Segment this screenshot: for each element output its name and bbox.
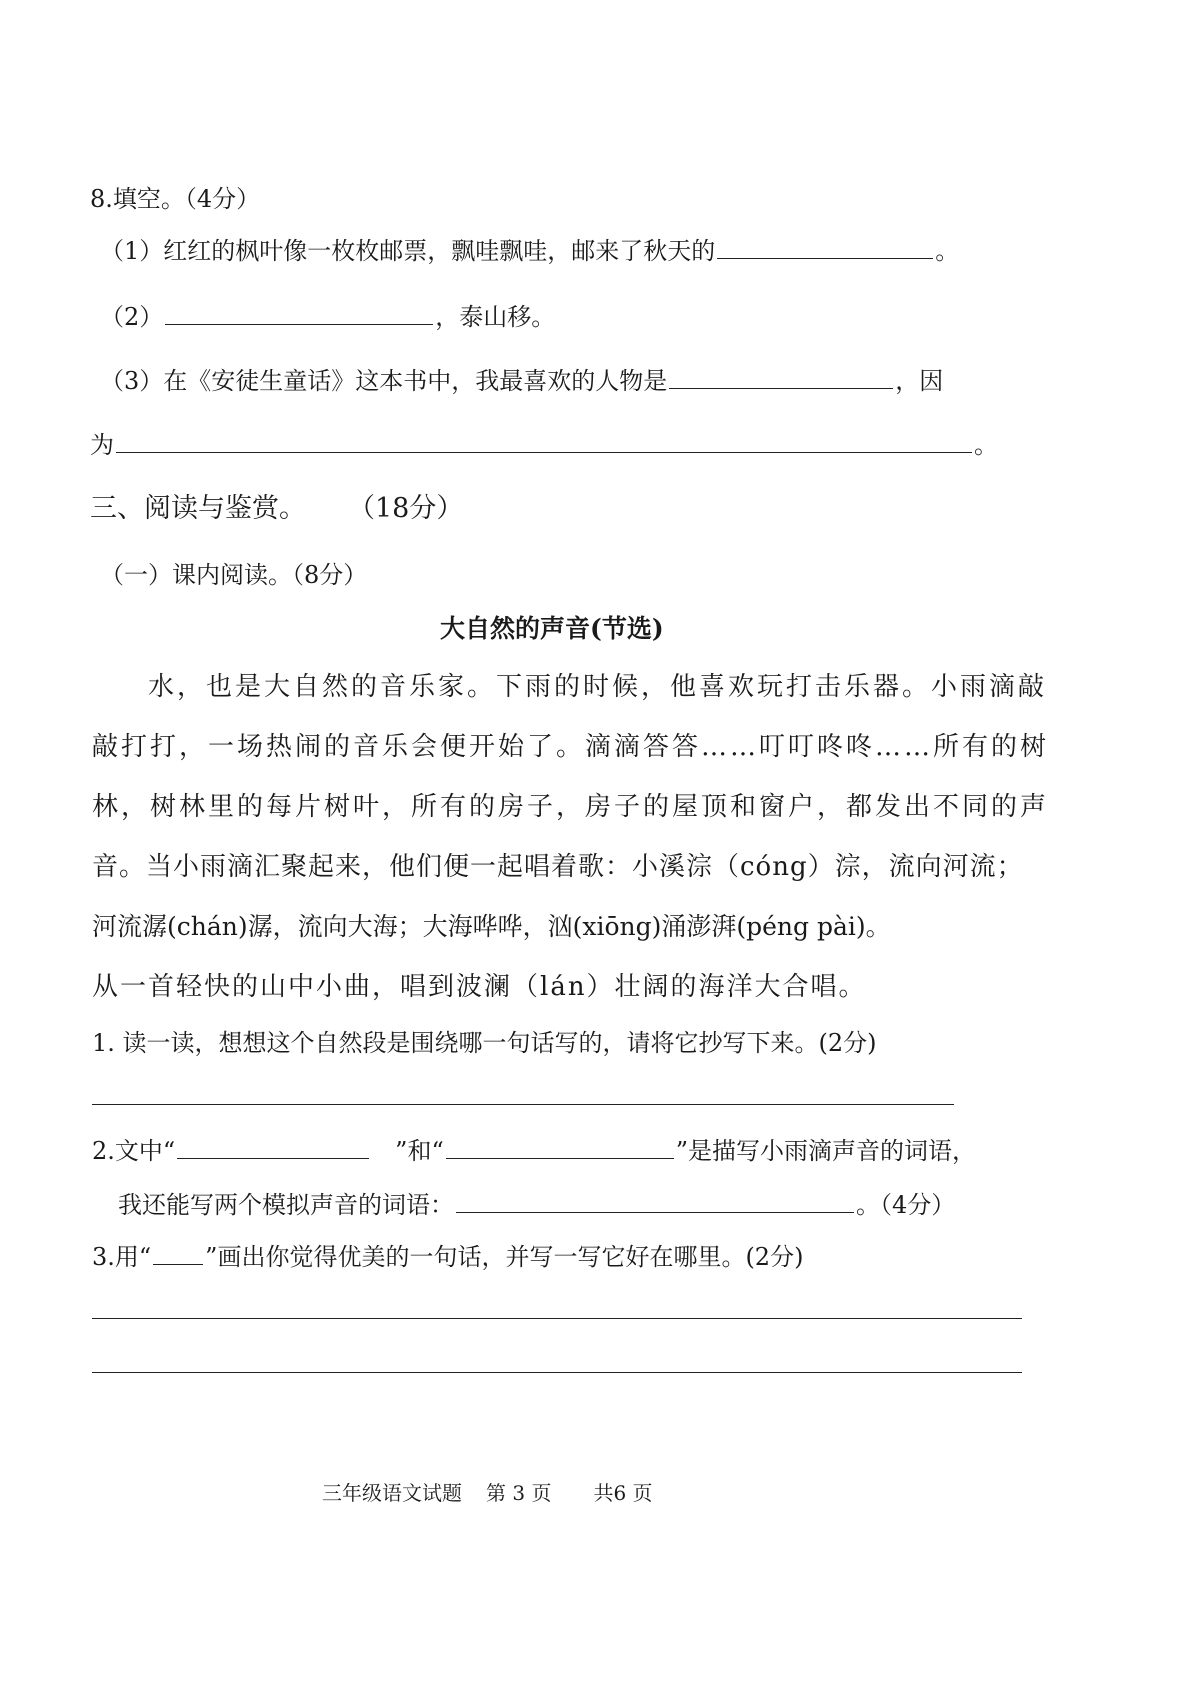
q8-item1-text: （1）红红的枫叶像一枚枚邮票，飘哇飘哇，邮来了秋天的 bbox=[100, 237, 716, 265]
q8-item3-cont bbox=[90, 428, 998, 462]
footer-page-number: 第 3 页 bbox=[486, 1481, 552, 1505]
q8-item2-blank[interactable] bbox=[165, 300, 433, 325]
footer-total-pages: 共6 页 bbox=[593, 1481, 653, 1505]
question-2-line2 bbox=[118, 1188, 955, 1222]
q8-header-text: 8.填空。（4分） bbox=[90, 185, 261, 213]
q8-item1 bbox=[100, 234, 959, 268]
question-1-text: 1. 读一读，想想这个自然段是围绕哪一句话写的，请将它抄写下来。(2分) bbox=[92, 1029, 877, 1057]
q8-header bbox=[90, 182, 260, 216]
question-2-blank-b[interactable] bbox=[446, 1134, 674, 1159]
part1-heading bbox=[100, 558, 367, 592]
q8-item2 bbox=[100, 300, 555, 334]
page-footer bbox=[322, 1476, 653, 1510]
passage-line-text: 音。当小雨滴汇聚起来，他们便一起唱着歌：小溪淙（cóng）淙，流向河流； bbox=[92, 852, 1024, 882]
passage-title-text: 大自然的声音(节选) bbox=[440, 614, 664, 643]
q8-item3 bbox=[100, 364, 943, 398]
passage-line-text: 河流潺(chán)潺，流向大海；大海哗哗，汹(xiōng)涌澎湃(péng pài)。 bbox=[92, 912, 891, 941]
question-3-suffix: ”画出你觉得优美的一句话，并写一写它好在哪里。(2分) bbox=[205, 1243, 804, 1271]
question-2-blank-a[interactable] bbox=[177, 1134, 369, 1159]
passage-line bbox=[148, 670, 1047, 704]
q8-item3-cont-text: 为 bbox=[90, 431, 114, 459]
passage-title bbox=[440, 612, 664, 646]
question-2-line2-end: 。（4分） bbox=[856, 1191, 956, 1219]
passage-line bbox=[92, 910, 891, 944]
q8-item3-tail: ，因 bbox=[895, 367, 944, 395]
footer-subject: 三年级语文试题 bbox=[322, 1481, 462, 1505]
passage-line bbox=[92, 790, 1049, 824]
question-2-mid: ”和“ bbox=[395, 1137, 444, 1165]
q8-item3-end: 。 bbox=[974, 431, 998, 459]
passage-line-text: 敲打打，一场热闹的音乐会便开始了。滴滴答答……叮叮咚咚……所有的树 bbox=[92, 732, 1050, 762]
q8-item3-blank[interactable] bbox=[669, 364, 893, 389]
q8-item2-text: ，泰山移。 bbox=[435, 303, 556, 331]
q8-item3-reason-blank[interactable] bbox=[116, 428, 972, 453]
question-2-line2-text: 我还能写两个模拟声音的词语： bbox=[118, 1191, 454, 1219]
question-1 bbox=[92, 1026, 877, 1060]
question-2-suffix: ”是描写小雨滴声音的词语， bbox=[675, 1137, 976, 1165]
part1-title: （一）课内阅读。（8分） bbox=[100, 561, 368, 589]
section3-heading bbox=[90, 492, 463, 526]
question-3-answer-line[interactable] bbox=[92, 1318, 1022, 1319]
question-3-prefix: 3.用“ bbox=[92, 1243, 152, 1271]
q8-item3-text: （3）在《安徒生童话》这本书中，我最喜欢的人物是 bbox=[100, 367, 668, 395]
section3-score: （18分） bbox=[348, 493, 464, 524]
question-3 bbox=[92, 1240, 803, 1274]
question-2-prefix: 2.文中“ bbox=[92, 1137, 176, 1165]
question-2-blank-c[interactable] bbox=[456, 1188, 854, 1213]
passage-line-text: 从一首轻快的山中小曲，唱到波澜（lán）壮阔的海洋大合唱。 bbox=[92, 972, 867, 1002]
question-3-underline-sample bbox=[153, 1240, 203, 1265]
passage-line-text: 林，树林里的每片树叶，所有的房子，房子的屋顶和窗户，都发出不同的声 bbox=[92, 792, 1050, 822]
passage-line bbox=[92, 730, 1049, 764]
question-1-answer-line[interactable] bbox=[92, 1104, 954, 1105]
q8-item2-prefix: （2） bbox=[100, 303, 164, 331]
passage-line bbox=[92, 850, 1024, 884]
passage-line bbox=[92, 970, 867, 1004]
q8-item1-blank[interactable] bbox=[717, 234, 933, 259]
question-3-answer-line[interactable] bbox=[92, 1372, 1022, 1373]
section3-title: 三、阅读与鉴赏。 bbox=[90, 493, 306, 524]
q8-item1-end: 。 bbox=[935, 237, 960, 265]
question-2 bbox=[92, 1134, 976, 1168]
passage-line-text: 水，也是大自然的音乐家。下雨的时候，他喜欢玩打击乐器。小雨滴敲 bbox=[148, 672, 1048, 702]
